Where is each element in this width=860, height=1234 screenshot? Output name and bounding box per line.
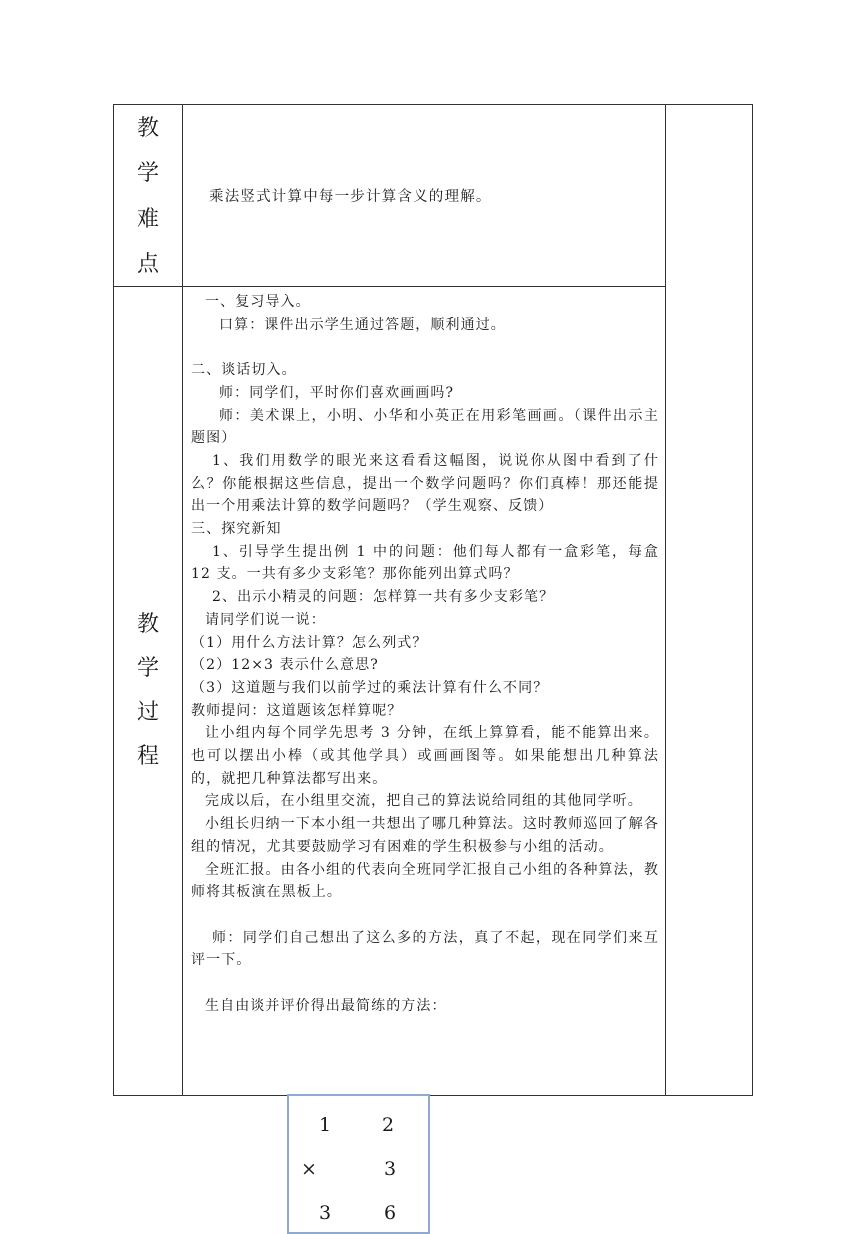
blank-line [191, 972, 659, 995]
label-char: 点 [136, 251, 159, 277]
process-text [183, 287, 665, 1017]
vertical-multiplication-box [287, 1094, 430, 1234]
process-paragraph: （1）用什么方法计算？怎么列式？ [191, 634, 428, 651]
process-paragraph: 完成以后，在小组里交流，把自己的算法说给同组的其他同学听。 [205, 793, 643, 810]
process-paragraph: 生自由谈并评价得出最简练的方法： [205, 997, 447, 1014]
label-char: 难 [136, 206, 159, 232]
process-paragraph: 1、引导学生提出例 1 中的问题：他们每人都有一盒彩笔，每盒 12 支。一共有多少支彩笔？那你能列出算式吗？ [191, 543, 659, 583]
lesson-plan-table [113, 104, 753, 1096]
label-char: 学 [136, 656, 159, 681]
process-paragraph: 教师提问：这道题该怎样算呢？ [191, 702, 403, 719]
multiply-sign: × [301, 1158, 317, 1180]
side-notes-cell [666, 105, 753, 1096]
calc-digit: 3 [319, 1202, 332, 1224]
process-paragraph: 三、探究新知 [191, 521, 282, 538]
difficulty-label-cell [114, 105, 183, 287]
process-paragraph: 师：美术课上，小明、小华和小英正在用彩笔画画。（课件出示主题图） [191, 407, 659, 447]
blank-line [191, 336, 659, 359]
process-paragraph: 全班汇报。由各小组的代表向全班同学汇报自己小组的各种算法，教师将其板演在黑板上。 [191, 861, 659, 901]
label-char: 教 [136, 612, 159, 637]
process-paragraph: 1、我们用数学的眼光来这看看这幅图，说说你从图中看到了什么？你能根据这些信息，提出一个数学问题吗？你们真棒！那还能提出一个用乘法计算的数学问题吗？（学生观察、反馈） [191, 452, 659, 515]
label-char: 教 [136, 116, 159, 141]
label-char: 过 [136, 700, 159, 725]
process-paragraph: 一、复习导入。 [205, 294, 311, 310]
process-label-cell [114, 287, 183, 1096]
calc-digit: 1 [319, 1114, 332, 1136]
calc-digit: 3 [384, 1158, 397, 1180]
teaching-difficulty-row [114, 105, 753, 287]
process-paragraph: 小组长归纳一下本小组一共想出了哪几种算法。这时教师巡回了解各组的情况，尤其要鼓励学习有困难的学生积极参与小组的活动。 [191, 816, 659, 855]
difficulty-content-cell [183, 105, 666, 287]
process-paragraph: 口算：课件出示学生通过答题，顺利通过。 [219, 316, 506, 333]
process-content-cell [183, 287, 666, 1096]
process-paragraph: 2、出示小精灵的问题：怎样算一共有多少支彩笔？ [212, 589, 555, 606]
process-paragraph: 请同学们说一说： [205, 611, 326, 628]
process-paragraph: （3）这道题与我们以前学过的乘法计算有什么不同？ [191, 679, 549, 696]
difficulty-text: 乘法竖式计算中每一步计算含义的理解。 [209, 189, 492, 205]
process-paragraph: 师：同学们，平时你们喜欢画画吗? [219, 384, 455, 401]
process-paragraph: 二、谈话切入。 [191, 362, 297, 379]
blank-line [191, 904, 659, 927]
calc-digit: 2 [382, 1114, 395, 1136]
process-label [114, 287, 182, 1095]
difficulty-label [114, 105, 182, 286]
process-paragraph: 让小组内每个同学先思考 3 分钟，在纸上算算看，能不能算出来。也可以摆出小棒（或其他学具）或画画图等。如果能想出几种算法的，就把几种算法都写出来。 [191, 725, 659, 787]
calc-digit: 6 [384, 1202, 397, 1224]
teaching-process-row [114, 287, 753, 1096]
process-paragraph: （2）12×3 表示什么意思? [191, 657, 379, 674]
label-char: 程 [136, 744, 159, 769]
label-char: 学 [136, 161, 159, 187]
process-paragraph: 师：同学们自己想出了这么多的方法，真了不起，现在同学们来互评一下。 [191, 929, 659, 969]
